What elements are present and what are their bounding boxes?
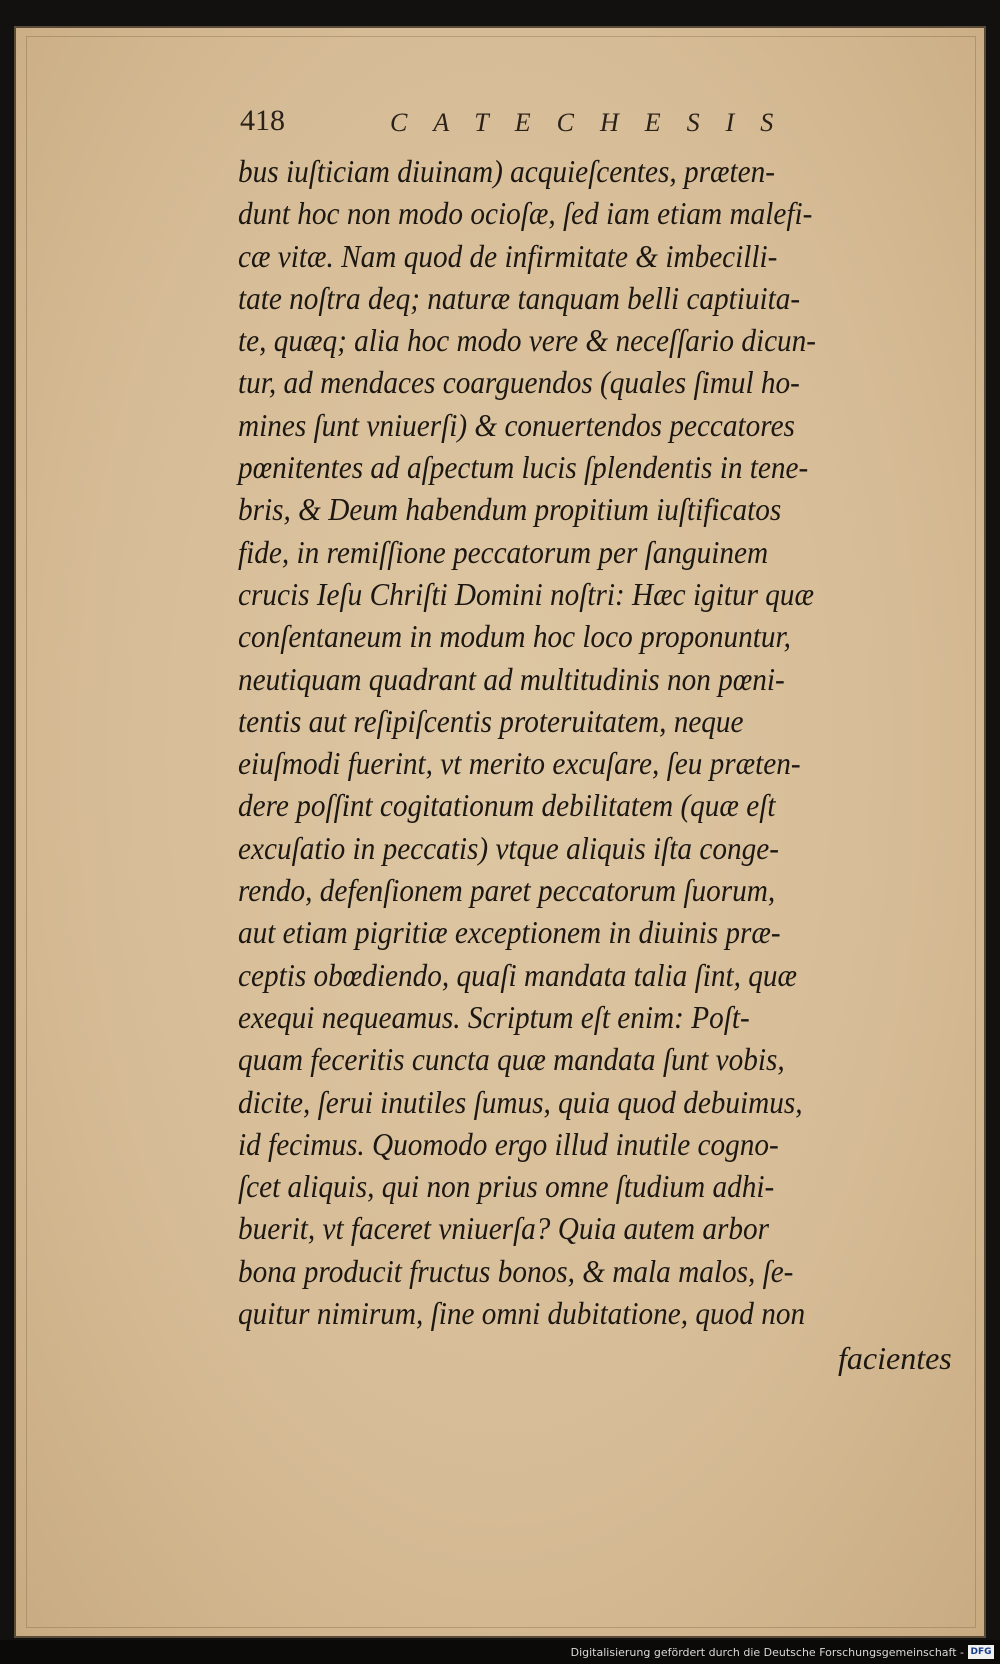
text-line: rendo, defenſionem paret peccatorum ſuorum, <box>238 872 776 909</box>
text-line: quitur nimirum, ſine omni dubitatione, quod non <box>238 1295 806 1332</box>
page-number: 418 <box>240 104 285 137</box>
running-title: CATECHESIS <box>390 108 800 137</box>
text-line: te, quæq; alia hoc modo vere & neceſſario dicun- <box>238 322 817 359</box>
text-line: conſentaneum in modum hoc loco proponuntur, <box>238 618 791 655</box>
text-line: excuſatio in peccatis) vtque aliquis iſta conge- <box>238 829 779 866</box>
text-line: fide, in remiſſione peccatorum per ſanguinem <box>238 533 769 570</box>
text-line: tur, ad mendaces coarguendos (quales ſimul ho- <box>238 364 800 401</box>
text-line: bus iuſticiam diuinam) acquieſcentes, præten- <box>238 153 775 189</box>
digitization-credit: Digitalisierung gefördert durch die Deutsche Forschungsgemeinschaft - <box>570 1646 964 1659</box>
text-line: eiuſmodi fuerint, vt merito excuſare, ſeu præten- <box>238 745 801 782</box>
text-line: cæ vitæ. Nam quod de infirmitate & imbecilli- <box>238 237 778 274</box>
text-line: dere poſſint cogitationum debilitatem (quæ eſt <box>238 787 776 824</box>
text-line: ſcet aliquis, qui non prius omne ſtudium adhi- <box>238 1168 775 1205</box>
text-line: neutiquam quadrant ad multitudinis non pœni- <box>238 660 785 697</box>
body-text <box>238 150 938 1334</box>
text-line: mines ſunt vniuerſi) & conuertendos peccatores <box>238 406 795 443</box>
text-line: aut etiam pigritiæ exceptionem in diuinis præ- <box>238 914 781 951</box>
text-line: quam feceritis cuncta quæ mandata ſunt vobis, <box>238 1041 785 1078</box>
text-line: dicite, ſerui inutiles ſumus, quia quod debuimus, <box>238 1083 803 1120</box>
text-line: bona producit fructus bonos, & mala malos, ſe- <box>238 1252 794 1289</box>
text-line: exequi nequeamus. Scriptum eſt enim: Poſt- <box>238 998 750 1035</box>
page-header <box>240 104 820 144</box>
text-line: bris, & Deum habendum propitium iuſtificatos <box>238 491 782 528</box>
text-line: buerit, vt faceret vniuerſa? Quia autem arbor <box>238 1210 769 1247</box>
text-line: dunt hoc non modo ocioſæ, ſed iam etiam malefi- <box>238 195 813 232</box>
text-line: crucis Ieſu Chriſti Domini noſtri: Hæc igitur quæ <box>238 575 815 612</box>
text-line: tate noſtra deq; naturæ tanquam belli captiuita- <box>238 279 801 316</box>
text-line: ceptis obœdiendo, quaſi mandata talia ſint, quæ <box>238 956 797 993</box>
text-line: tentis aut reſipiſcentis proteruitatem, neque <box>238 702 744 739</box>
text-line: id fecimus. Quomodo ergo illud inutile cogno- <box>238 1125 779 1162</box>
catchword: facientes <box>838 1340 952 1376</box>
text-line: pœnitentes ad aſpectum lucis ſplendentis in tene- <box>238 449 809 486</box>
dfg-logo: DFG <box>968 1645 994 1659</box>
